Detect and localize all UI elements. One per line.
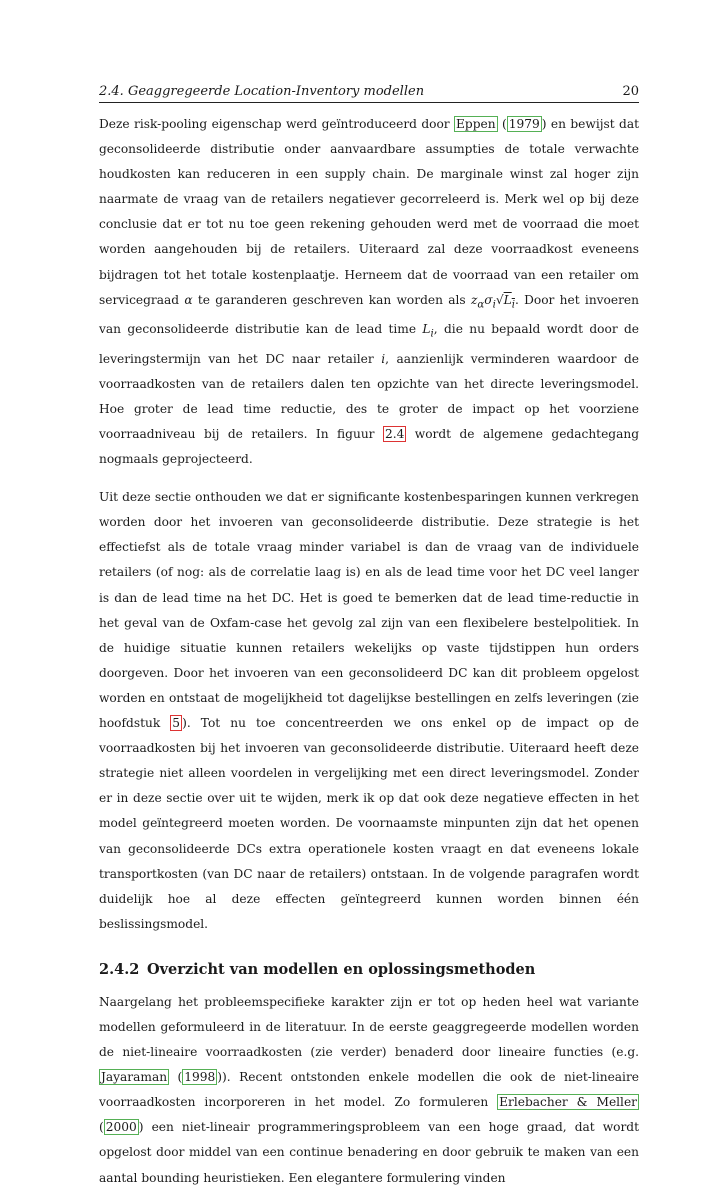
citation-erlebacher-meller-year[interactable]: 2000 bbox=[105, 1120, 137, 1135]
math-sqrt-body bbox=[503, 292, 515, 311]
paragraph-summary bbox=[99, 485, 639, 937]
text-span: , die nu bepaald wordt door de leveringstermijn van het DC naar retailer bbox=[99, 322, 640, 366]
math-L-sub: i bbox=[511, 299, 515, 311]
paragraph-risk-pooling bbox=[99, 112, 639, 472]
math-formula bbox=[470, 292, 515, 311]
text-span: ) en bewijst dat geconsolideerde distributie onder aanvaardbare assumpties de totale verwachte houdkosten kan reduceren in een supply chain. De marginale winst zal hoger zijn naarmate de vraag van de retailers negatiever gecorreleerd is. Merk wel op bij deze conclusie dat er tot nu toe geen rekening gehouden werd met de voorraad die moet worden aangehouden bij de retailers. Uiteraard zal deze voorraadkost eveneens bijdragen tot het totale kostenplaatje. Herneem dat de voorraad van een retailer om servicegraad bbox=[99, 117, 639, 307]
running-header bbox=[99, 84, 639, 103]
math-L: L bbox=[503, 292, 512, 307]
citation-jayaraman-year[interactable]: 1998 bbox=[184, 1070, 216, 1085]
text-span: wordt de algemene gedachtegang nogmaals geprojecteerd. bbox=[99, 427, 639, 467]
text-span: Naargelang het probleemspecifieke karakter zijn er tot op heden heel wat variante modellen geformuleerd in de literatuur. In de eerste geaggregeerde modellen worden de niet-lineaire voorraadkosten (zie verder) benaderd door lineaire functies (e.g. bbox=[99, 994, 639, 1060]
math-sqrt: √ bbox=[495, 292, 504, 307]
section-title: Overzicht van modellen en oplossingsmethoden bbox=[147, 960, 536, 978]
math-i: i bbox=[381, 351, 386, 366]
math-z: z bbox=[470, 292, 478, 307]
paragraph-models bbox=[99, 990, 639, 1191]
figure-link[interactable]: 2.4 bbox=[384, 427, 405, 441]
header-title: 2.4. Geaggregeerde Location-Inventory modellen bbox=[99, 84, 425, 99]
text-span: te garanderen geschreven kan worden als bbox=[192, 292, 471, 307]
text-span: ( bbox=[99, 1120, 104, 1135]
section-number: 2.4.2 bbox=[99, 960, 140, 978]
chapter-link[interactable]: 5 bbox=[172, 716, 181, 731]
math-sigma-sub: i bbox=[492, 299, 496, 311]
math-z-sub: α bbox=[477, 299, 485, 311]
text-span: ( bbox=[497, 117, 507, 131]
text-span: ) een niet-lineair programmeringsprobleem van een hoge graad, dat wordt opgelost door middel van een continue benadering en door gebruik te maken van een aantal bounding heuristieken. Een elegantere formulering vinden bbox=[99, 1120, 639, 1185]
math-L2: L bbox=[422, 322, 431, 337]
page bbox=[99, 84, 639, 1191]
math-L2-sub: i bbox=[430, 328, 434, 340]
citation-erlebacher-meller[interactable]: Erlebacher & Meller bbox=[499, 1095, 637, 1110]
math-sigma: σ bbox=[484, 292, 493, 307]
math-lead-time bbox=[422, 322, 434, 340]
text-span: )). Recent ontstonden enkele modellen die ook de niet-lineaire voorraadkosten incorporeren in het model. Zo formuleren bbox=[99, 1070, 639, 1110]
text-span: ). Tot nu toe concentreerden we ons enkel op de impact op de voorraadkosten bij het invoeren van geconsolideerde distributie. Uiteraard heeft deze strategie niet alleen voordelen in vergelijking met een direct leveringsmodel. Zonder er in deze sectie over uit te wijden, merk ik op dat ook deze negatieve effecten in het model geïntegreerd moeten worden. De voornaamste minpunten zijn dat het openen van geconsolideerde DCs extra operationele kosten vraagt en dat eveneens lokale transportkosten (van DC naar de retailers) ontstaan. In de volgende paragrafen wordt duidelijk hoe al deze effecten geïntegreerd kunnen worden binnen één beslissingsmodel. bbox=[99, 716, 639, 931]
text-span: ( bbox=[169, 1070, 183, 1085]
citation-eppen[interactable]: Eppen bbox=[456, 117, 496, 131]
math-alpha: α bbox=[184, 292, 193, 307]
section-heading bbox=[99, 961, 639, 978]
citation-jayaraman[interactable]: Jayaraman bbox=[101, 1070, 168, 1085]
text-span: Uit deze sectie onthouden we dat er significante kostenbesparingen kunnen verkregen worden door het invoeren van geconsolideerde distributie. Deze strategie is het effectiefst als de totale vraag minder variabel is dan de vraag van de individuele retailers (of nog: als de correlatie laag is) en als de lead time voor het DC veel langer is dan de lead time na het DC. Het is goed te bemerken dat de lead time-reductie in het geval van de Oxfam-case het gevolg zal zijn van een flexibelere bestelpolitiek. In de huidige situatie kunnen retailers wekelijks op vaste tijdstippen hun orders doorgeven. Door het invoeren van een geconsolideerd DC kan dit probleem opgelost worden en ontstaat de mogelijkheid tot dagelijkse bestellingen en zelfs leveringen (zie hoofdstuk bbox=[99, 490, 639, 731]
text-span: . Door het invoeren van geconsolideerde distributie kan de lead time bbox=[99, 292, 639, 337]
text-span: , aanzienlijk verminderen waardoor de voorraadkosten van de retailers dalen ten opzichte van het directe leveringsmodel. Hoe groter de lead time reductie, des te groter de impact op het voorziene voorraadniveau bij de retailers. In figuur bbox=[99, 351, 639, 441]
page-number: 20 bbox=[622, 84, 639, 99]
citation-eppen-year[interactable]: 1979 bbox=[508, 117, 540, 131]
text-span: Deze risk-pooling eigenschap werd geïntroduceerd door bbox=[99, 117, 455, 131]
